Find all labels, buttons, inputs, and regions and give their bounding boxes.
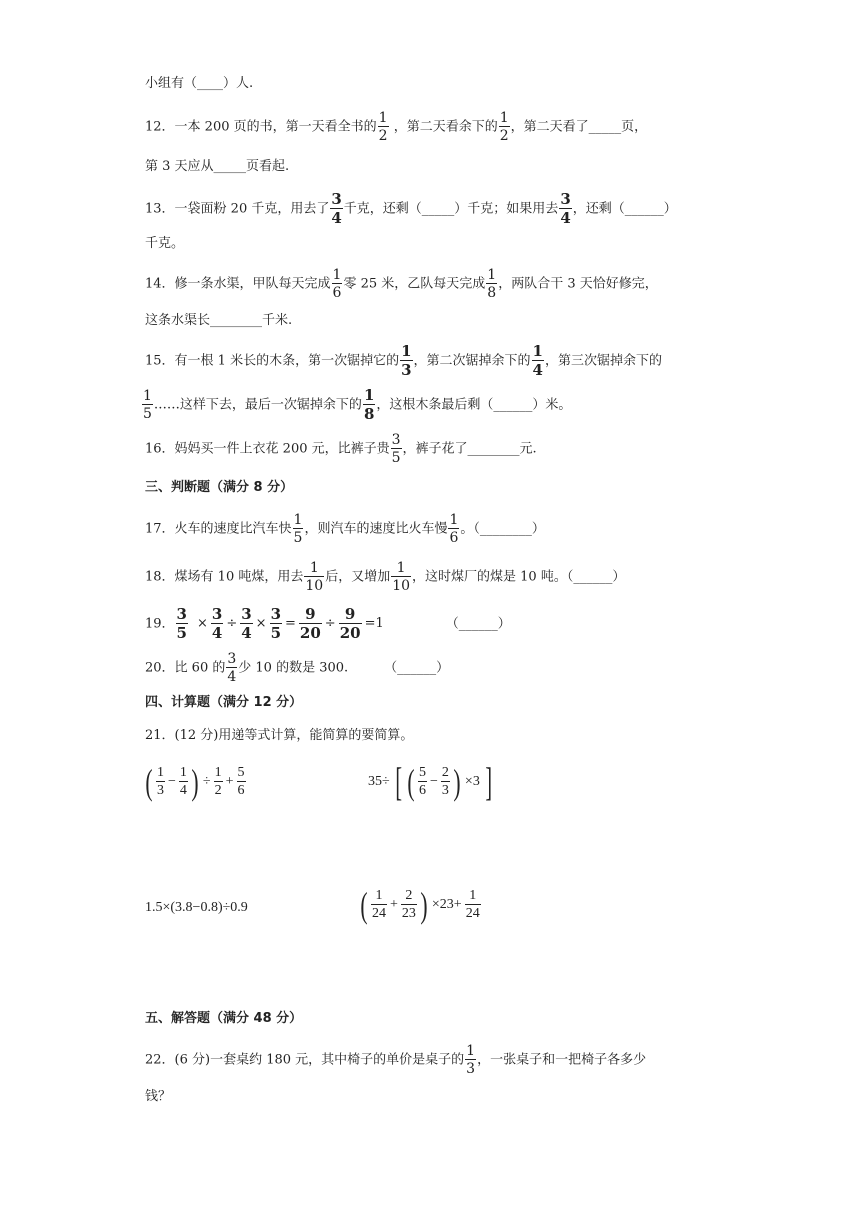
fraction: [371, 889, 387, 921]
fraction: [400, 344, 412, 378]
fraction: [378, 111, 389, 143]
section-title: 三、判断题（满分 8 分）: [145, 480, 294, 495]
question-text: 零 25 米，乙队每天完成: [343, 276, 486, 292]
question-16: [145, 433, 537, 465]
calc-expression-1: [143, 764, 247, 800]
question-14: [145, 268, 658, 300]
fraction: [156, 766, 165, 798]
numerator: 1: [466, 1043, 476, 1059]
denominator: 6: [419, 783, 427, 798]
fraction: [465, 1044, 476, 1076]
question-text: ，还剩（______）: [572, 201, 677, 217]
numerator: 1: [378, 110, 388, 126]
fraction: [339, 607, 362, 641]
left-bracket: [: [395, 759, 402, 804]
question-text: 这条水渠长________千米.: [145, 313, 293, 328]
denominator: 6: [449, 530, 459, 546]
operand: ×23+: [431, 897, 462, 912]
numerator: 1: [391, 561, 411, 577]
denominator: 3: [157, 783, 164, 798]
operator: ×: [255, 616, 267, 631]
numerator: 5: [237, 765, 245, 780]
fraction: [332, 268, 343, 300]
operator: −: [430, 774, 438, 789]
question-text: ，这根木条最后剩（______）米。: [376, 397, 572, 413]
denominator: 5: [143, 406, 152, 422]
operator: +: [225, 774, 234, 789]
numerator: 1: [179, 765, 187, 780]
fraction: [559, 192, 571, 226]
question-text: ，这时煤厂的煤是 10 吨。（______）: [412, 569, 626, 585]
question-text: ，第二天看了_____页，: [510, 119, 648, 135]
question-text: 21．(12 分)用递等式计算，能简算的要简算。: [145, 728, 414, 743]
denominator: 4: [179, 783, 187, 798]
answer-blank: （______）: [445, 616, 511, 632]
answer-blank: 。（________）: [460, 521, 545, 537]
operand: 35÷: [368, 774, 390, 789]
question-15-line2: [141, 388, 571, 422]
fraction: [176, 607, 188, 641]
question-19: [145, 607, 511, 641]
question-text: 18．煤场有 10 吨煤，用去: [145, 569, 304, 585]
operator: ×: [196, 616, 208, 631]
denominator: 6: [332, 285, 342, 301]
question-12-line2: [145, 158, 289, 176]
fraction: [214, 766, 223, 798]
denominator: 10: [392, 578, 411, 594]
question-22: [145, 1044, 646, 1076]
question-text: 22．(6 分)一套桌约 180 元，其中椅子的单价是桌子的: [145, 1052, 465, 1068]
calc-expression-4: [358, 887, 482, 923]
fraction: [304, 561, 324, 593]
operator: ÷: [226, 616, 238, 631]
denominator: 20: [339, 624, 361, 642]
numerator: 3: [227, 651, 237, 667]
question-text: 15．有一根 1 米长的木条，第一次锯掉它的: [145, 353, 400, 369]
question-text: ，一张桌子和一把椅子各多少: [477, 1052, 647, 1068]
question-text: ，第二次锯掉余下的: [413, 353, 531, 369]
question-15: [145, 344, 662, 378]
fraction: [142, 389, 153, 421]
question-18: [145, 561, 625, 593]
denominator: 5: [293, 530, 303, 546]
question-13: [145, 192, 677, 226]
fraction: [532, 344, 544, 378]
fraction: [486, 268, 497, 300]
right-paren: ): [453, 762, 461, 802]
question-text: ，裤子花了________元.: [402, 441, 537, 457]
question-text: 20．比 60 的: [145, 660, 226, 676]
numerator: 1: [304, 561, 324, 577]
numerator: 3: [211, 605, 223, 623]
question-text: 千克，还剩（_____）千克；如果用去: [343, 201, 559, 217]
expression-text: 1.5×(3.8−0.8)÷0.9: [145, 900, 248, 915]
operator: −: [168, 774, 176, 789]
question-text: 19．: [145, 616, 175, 632]
denominator: 2: [214, 783, 222, 798]
question-text: 小组有（____）人.: [145, 76, 254, 91]
numerator: 3: [560, 190, 571, 208]
question-text: ……这样下去，最后一次锯掉余下的: [153, 397, 362, 413]
numerator: 5: [419, 765, 427, 780]
fraction: [270, 607, 282, 641]
denominator: 10: [305, 578, 324, 594]
result: =1: [364, 616, 384, 631]
denominator: 6: [237, 783, 245, 798]
left-paren: (: [407, 762, 415, 802]
denominator: 4: [211, 624, 223, 642]
operator: ÷: [202, 774, 211, 789]
fraction: [293, 513, 304, 545]
fraction: [211, 607, 223, 641]
section-4-heading: [145, 694, 302, 712]
numerator: 9: [339, 607, 362, 624]
left-paren: (: [145, 762, 153, 802]
left-paren: (: [360, 885, 368, 925]
fraction: [226, 652, 237, 684]
fraction: [441, 766, 450, 798]
numerator: 1: [449, 512, 459, 528]
numerator: 9: [299, 607, 322, 624]
numerator: 1: [332, 267, 342, 283]
numerator: 1: [465, 889, 481, 905]
denominator: 2: [499, 128, 509, 144]
question-12: [145, 111, 647, 143]
question-17: [145, 513, 545, 545]
question-22-line2: [145, 1088, 171, 1106]
numerator: 1: [487, 267, 497, 283]
question-13-line2: [145, 235, 184, 253]
question-21: [145, 727, 413, 745]
numerator: 1: [214, 765, 222, 780]
fraction: [237, 766, 246, 798]
denominator: 3: [441, 783, 449, 798]
fraction: [391, 433, 402, 465]
answer-blank: （______）: [384, 660, 450, 676]
calc-expression-2: [366, 759, 495, 804]
numerator: 1: [532, 342, 543, 360]
fraction: [391, 561, 411, 593]
denominator: 24: [465, 906, 480, 921]
denominator: 3: [466, 1061, 476, 1077]
fraction: [465, 889, 481, 921]
fraction: [299, 607, 322, 641]
question-text: ，两队合干 3 天恰好修完，: [498, 276, 658, 292]
question-text: 钱？: [145, 1089, 172, 1104]
section-title: 四、计算题（满分 12 分）: [145, 695, 303, 710]
fraction: [240, 607, 252, 641]
question-text: 14．修一条水渠，甲队每天完成: [145, 276, 331, 292]
denominator: 4: [227, 669, 237, 685]
fraction: [330, 192, 342, 226]
denominator: 5: [270, 624, 282, 642]
question-text: 17．火车的速度比汽车快: [145, 521, 292, 537]
numerator: 1: [363, 386, 375, 404]
question-text: ，则汽车的速度比火车慢: [304, 521, 448, 537]
fraction: [448, 513, 459, 545]
section-title: 五、解答题（满分 48 分）: [145, 1011, 303, 1026]
fraction: [179, 766, 188, 798]
denominator: 4: [241, 624, 252, 642]
denominator: 23: [401, 906, 416, 921]
question-text: 13．一袋面粉 20 千克，用去了: [145, 201, 330, 217]
denominator: 8: [363, 405, 375, 423]
question-text: 16．妈妈买一件上衣花 200 元，比裤子贵: [145, 441, 390, 457]
operator: +: [390, 897, 398, 912]
numerator: 1: [401, 342, 412, 360]
numerator: 1: [293, 512, 303, 528]
numerator: 2: [441, 765, 449, 780]
denominator: 4: [331, 209, 342, 227]
denominator: 2: [378, 128, 388, 144]
denominator: 4: [560, 209, 571, 227]
denominator: 3: [401, 361, 412, 379]
question-text: 第 3 天应从_____页看起.: [145, 159, 290, 174]
fraction: [363, 388, 375, 422]
numerator: 1: [499, 110, 509, 126]
question-20: [145, 652, 449, 684]
operand: ×3: [464, 774, 480, 789]
fraction: [418, 766, 427, 798]
numerator: 3: [391, 432, 401, 448]
numerator: 3: [176, 605, 187, 623]
question-11-tail: [145, 75, 253, 93]
denominator: 5: [176, 624, 187, 642]
question-text: 千克。: [145, 236, 185, 251]
question-text: 少 10 的数是 300.: [238, 660, 349, 676]
question-text: ，第三次锯掉余下的: [544, 353, 662, 369]
question-text: 12．一本 200 页的书，第一天看全书的: [145, 119, 377, 135]
denominator: 20: [299, 624, 321, 642]
right-paren: ): [191, 762, 199, 802]
question-text: ，第二天看余下的: [393, 119, 498, 135]
denominator: 24: [372, 906, 386, 921]
section-5-heading: [145, 1010, 302, 1028]
operator: =: [285, 616, 296, 631]
denominator: 4: [532, 361, 543, 379]
operator: ÷: [324, 616, 336, 631]
denominator: 5: [391, 450, 401, 466]
section-3-heading: [145, 479, 293, 497]
numerator: 1: [157, 765, 164, 780]
question-text: 后，又增加: [325, 569, 391, 585]
numerator: 3: [270, 605, 282, 623]
numerator: 2: [401, 889, 417, 905]
numerator: 3: [331, 190, 342, 208]
right-bracket: ]: [485, 759, 492, 804]
numerator: 3: [241, 605, 252, 623]
calc-expression-3: [145, 900, 248, 916]
fraction: [499, 111, 510, 143]
numerator: 1: [371, 889, 387, 905]
denominator: 8: [487, 285, 497, 301]
right-paren: ): [420, 885, 428, 925]
question-14-line2: [145, 312, 292, 330]
numerator: 1: [143, 388, 152, 404]
fraction: [401, 889, 417, 921]
